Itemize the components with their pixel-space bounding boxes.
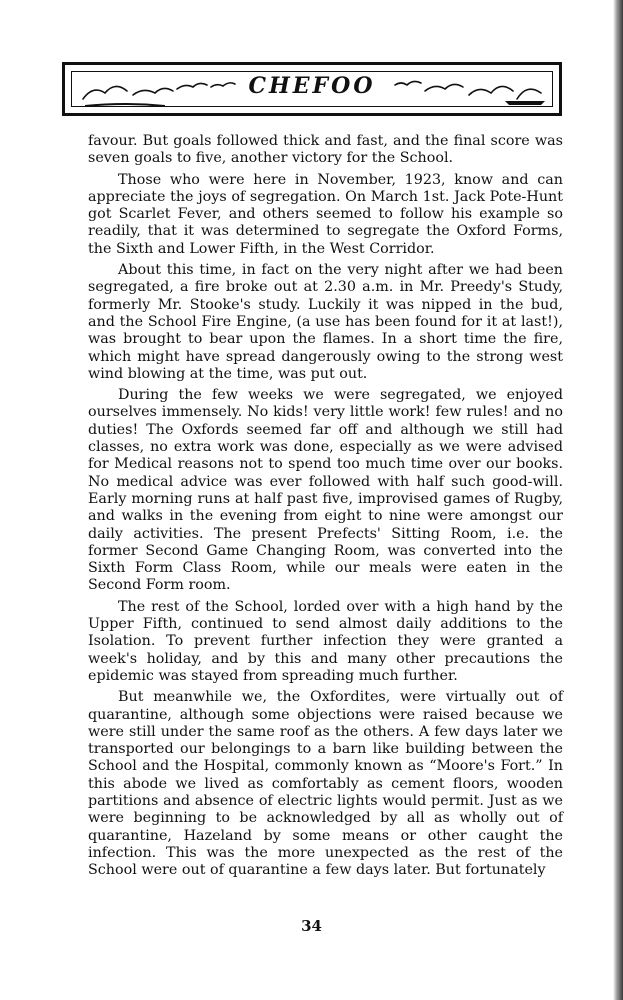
- header-banner: [62, 62, 562, 116]
- page-edge-shadow: [613, 0, 623, 1000]
- paragraph: favour. But goals followed thick and fast, and the final score was seven goals to five, another victory for the School.: [88, 133, 563, 167]
- paragraph: About this time, in fact on the very night after we had been segregated, a fire broke out at 2.30 a.m. in Mr. Preedy's Study, formerly Mr. Stooke's study. Luckily it was nipped in the bud, and the School Fire Engine, (a use has been found for it at last!), was brought to bear upon the flames. In a short time the fire, which might have spread dangerously owing to the strong west wind blowing at the time, was put out.: [88, 262, 563, 382]
- banner-title: CHEFOO: [248, 73, 376, 99]
- paragraph: During the few weeks we were segregated, we enjoyed ourselves immensely. No kids! very little work! few rules! and no duties! The Oxfords seemed far off and although we still had classes, no extra work was done, especially as we were advised for Medical reasons not to spend too much time over our books. No medical advice was ever followed with half such good-will. Early morning runs at half past five, improvised games of Rugby, and walks in the evening from eight to nine were amongst our daily activities. The present Prefects' Sitting Room, i.e. the former Second Game Changing Room, was converted into the Sixth Form Class Room, while our meals were eaten in the Second Form room.: [88, 387, 563, 594]
- body-text: [88, 133, 563, 883]
- paragraph: But meanwhile we, the Oxfordites, were virtually out of quarantine, although some objections were raised because we were still under the same roof as the others. A few days later we transported our belongings to a barn like building between the School and the Hospital, commonly known as “Moore's Fort.” In this abode we lived as comfortably as cement floors, wooden partitions and absence of electric lights would permit. Just as we were beginning to be acknowledged by all as wholly out of quarantine, Hazeland by some means or other caught the infection. This was the more unexpected as the rest of the School were out of quarantine a few days later. But fortunately: [88, 689, 563, 879]
- page-number: 34: [301, 917, 322, 935]
- paragraph: The rest of the School, lorded over with a high hand by the Upper Fifth, continued to send almost daily additions to the Isolation. To prevent further infection they were granted a week's holiday, and by this and many other precautions the epidemic was stayed from spreading much further.: [88, 598, 563, 684]
- paragraph: Those who were here in November, 1923, know and can appreciate the joys of segregation. On March 1st. Jack Pote-Hunt got Scarlet Fever, and others seemed to follow his example so readily, that it was determined to segregate the Oxford Forms, the Sixth and Lower Fifth, in the West Corridor.: [88, 171, 563, 257]
